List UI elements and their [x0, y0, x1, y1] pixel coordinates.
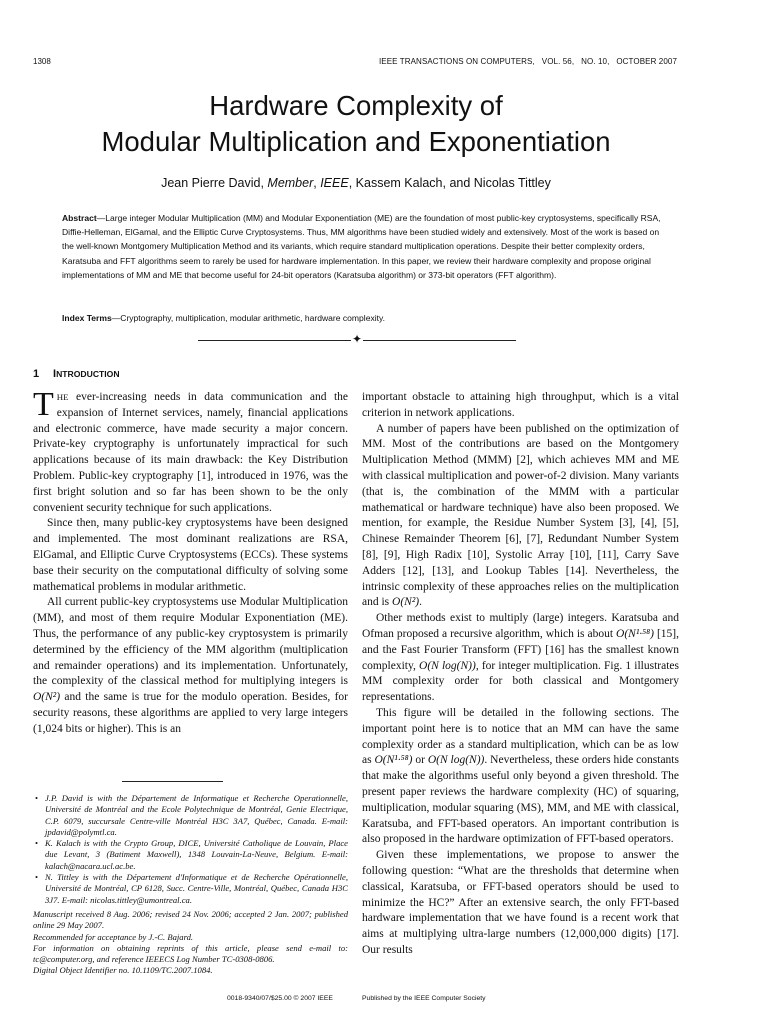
- copyright: 0018-9340/07/$25.00 © 2007 IEEE: [227, 995, 333, 1002]
- right-text-3b: or: [412, 754, 428, 767]
- title-line-1: Hardware Complexity of: [209, 90, 503, 121]
- right-text-2a: Other methods exist to multiply (large) integers. Karatsuba and Ofman proposed a recursive algorithm, which is about: [362, 612, 679, 640]
- abstract-label: Abstract: [62, 213, 97, 223]
- intro-paragraph-1: [33, 386, 348, 516]
- publisher: Published by the IEEE Computer Society: [362, 995, 486, 1002]
- math-on2: O(N²): [33, 691, 61, 704]
- divider-diamond-icon: ✦: [351, 332, 363, 346]
- authors-rest: , Kassem Kalach, and Nicolas Tittley: [348, 176, 551, 190]
- section-title-initial: I: [53, 368, 57, 380]
- author-1-ieee: IEEE: [320, 176, 349, 190]
- section-title-rest: NTRODUCTION: [56, 369, 120, 379]
- abstract-text: —Large integer Modular Multiplication (MM) and Modular Exponentiation (ME) are the foundation of most public-key cryptosystems, specifically RSA, Diffie-Helleman, ElGamal, and the Elliptic Curve Cryptosystems. Thus, MM algorithms have been studied widely and extensively. Most of the work is based on the well-known Montgomery Multiplication Method and its variants, which require standard multiplication operations. Despite their better complexity orders, Karatsuba and FFT algorithms seem to rarely be used for hardware implementation. In this paper, we review their hardware complexity and propose original implementations of MM and ME that become useful for 24-bit operators (Karatsuba algorithm) or 373-bit operators (FFT algorithm).: [62, 213, 661, 280]
- math-fft: O(N log(N)): [419, 659, 476, 672]
- intro-text-1: ever-increasing needs in data communication and the expansion of Internet services, namely, financial applications and electronic commerce, have made security a major concern. Private-key cryptography is unfortunately impractical for such applications because of its main drawback: the Key Distribution Problem. Public-key cryptography [1], introduced in 1976, was the first bright solution and so far has been shown to be the only convenient security technique for such applications.: [33, 391, 348, 514]
- index-terms: [62, 312, 662, 325]
- intro-text-3a: All current public-key cryptosystems use Modular Multiplication (MM), and most of them require Modular Exponentiation (ME). Thus, the performance of any public-key cryptosystem is primarily determined by the efficiency of the MM algorithm (multiplication and remainder operations) and its implementation. Unfortunately, the complexity of the classical method for multiplying integers is: [33, 596, 348, 688]
- affiliation-david: • J.P. David is with the Département de Informatique et Recherche Operationnelle, Université de Montréal and the Ecole Polytechnique de Montréal, Genie Electrique, C.P. 6079, succursale Centre-ville Montréal H3C 3A7, Québec, Canada. E-mail: jpdavid@polymtl.ca.: [33, 793, 348, 838]
- right-text-3c: . Nevertheless, these orders hide constants that make the algorithms useful only beyond a given threshold. The present paper reviews the hardware complexity (HC) of squaring, multiplication, modular squaring (MS), MM, and ME with classical, Karatsuba, and FFT-based operators. An important contribution is also proposed in the hardware optimization of FFT-based operators.: [362, 754, 679, 846]
- math-on2-right: O(N²): [392, 596, 420, 609]
- footnote-rule: [122, 781, 223, 782]
- right-paragraph-1: [362, 422, 679, 612]
- journal-header: IEEE TRANSACTIONS ON COMPUTERS, VOL. 56, NO. 10, OCTOBER 2007: [378, 57, 677, 66]
- right-paragraph-4: Given these implementations, we propose to answer the following question: “What are the thresholds that determine when classical, Karatsuba, or FFT-based operators should be used to minimize the HC?” After an extensive search, the only FFT-based hardware implementation that we have found is a recent work that aims at multiplying ultra-large numbers (12,000,000 digits) [17]. Our results: [362, 849, 679, 956]
- paper-title: [30, 88, 682, 160]
- title-line-2: Modular Multiplication and Exponentiation: [101, 126, 611, 157]
- affiliation-kalach: • K. Kalach is with the Crypto Group, DICE, Université Catholique de Louvain, Place due Levant, 3 (Batiment Maxwell), 1348 Louvain-La-Neuve, Belgium. E-mail: kalach@nacara.ucl.ac.be.: [33, 838, 348, 872]
- right-text-1a: A number of papers have been published on the optimization of MM. Most of the contributions are based on the Montgomery Multiplication Method (MMM) [2], which achieves MM and ME with classical multiplication and power-of-2 division. Many variants (that is, the combination of the MMM with a particular mathematical or hardware technique) have also been proposed. We mention, for example, the Residue Number System [3], [4], [5], Chinese Remainder Theorem [6], [7], Redundant Number System [8], [9], High Radix [10], Systolic Array [10], [11], Carry Save Adders [12], [13], and Lookup Tables [14]. Nevertheless, the intrinsic complexity of these approaches relies on the multiplication and is: [362, 422, 679, 609]
- drop-cap: T: [33, 386, 54, 423]
- page-footer: [0, 995, 768, 1007]
- intro-paragraph-2: Since then, many public-key cryptosystems have been designed and implemented. The most dominant realizations are RSA, ElGamal, and Elliptic Curve Cryptosystems (ECCs). These systems base their security on the computational difficulty of solving some mathematical problems in modular arithmetic.: [33, 517, 348, 593]
- author-1: Jean Pierre David,: [161, 176, 268, 190]
- right-paragraph-3: [362, 706, 679, 848]
- manuscript-received: Manuscript received 8 Aug. 2006; revised 24 Nov. 2006; accepted 2 Jan. 2007; published online 29 May 2007.: [33, 908, 348, 931]
- right-paragraph-2: [362, 611, 679, 706]
- right-column: [362, 390, 679, 959]
- math-karatsuba-2: O(N¹·⁵⁸): [374, 754, 413, 767]
- intro-paragraph-3: [33, 595, 348, 737]
- right-text-2b: [15], and the Fast Fourier Transform (FFT) [16] has the smallest known complexity,: [362, 627, 679, 672]
- right-text-2c: , for integer multiplication. Fig. 1 illustrates MM complexity order for both classical and Montgomery representations.: [362, 659, 679, 704]
- section-number: 1: [33, 368, 40, 380]
- affiliation-tittley: • N. Tittley is with the Département d'Informatique et de Recherche Opérationnelle, Université de Montréal, CP 6128, Succ. Centre-Ville, Montréal, Québec, Canada H3C 3J7. E-mail: nicolas.tittley@umontreal.ca.: [33, 872, 348, 906]
- affiliation-list: [33, 793, 348, 906]
- recommended-by: Recommended for acceptance by J.-C. Bajard.: [33, 931, 194, 942]
- intro-smallcaps: HE: [56, 392, 69, 402]
- right-text-3a: This figure will be detailed in the following sections. The important point here is to notice that an MM can have the same complexity order as a standard multiplication, which can be as low as: [362, 706, 679, 767]
- authors-sep: ,: [313, 176, 321, 190]
- abstract: [62, 211, 662, 282]
- running-head: [33, 57, 677, 71]
- page-number: 1308: [33, 57, 51, 66]
- doi: Digital Object Identifier no. 10.1109/TC.2007.1084.: [33, 965, 213, 976]
- authors: [30, 176, 682, 190]
- math-fft-2: O(N log(N)): [427, 754, 485, 767]
- intro-text-3b: and the same is true for the modulo operation. Besides, for security reasons, these algorithms are applied to very large integers (1,024 bits or higher). This is an: [33, 691, 348, 735]
- index-terms-text: —Cryptography, multiplication, modular arithmetic, hardware complexity.: [111, 313, 386, 323]
- manuscript-notes: [33, 909, 348, 977]
- right-text-1b: .: [419, 596, 422, 609]
- right-paragraph-0: important obstacle to attaining high throughput, which is a vital criterion in network applications.: [362, 391, 679, 419]
- reprints-info: For information on obtaining reprints of this article, please send e-mail to: tc@computer.org, and reference IEEECS Log Number TC-0308-0806.: [33, 942, 348, 965]
- footnotes: [33, 793, 348, 977]
- section-heading: [33, 368, 120, 380]
- math-karatsuba: O(N¹·⁵⁸): [616, 627, 654, 640]
- left-column: [33, 386, 348, 738]
- author-1-member: Member: [267, 176, 314, 190]
- index-terms-label: Index Terms: [62, 313, 112, 323]
